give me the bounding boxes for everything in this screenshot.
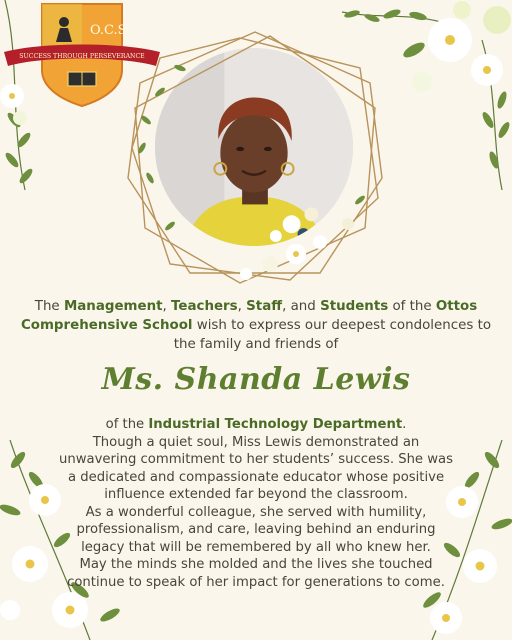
intro-text: The — [34, 299, 64, 314]
intro-school-name: Ottos Comprehensive School — [20, 299, 478, 333]
tribute-line: legacy that will be remembered by all who knew her. — [81, 539, 431, 555]
deceased-name: Ms. Shanda Lewis — [101, 362, 411, 397]
logo-initials: O.C.S. — [90, 23, 131, 38]
tribute-line: unwavering commitment to her students’ success. She was — [59, 452, 453, 467]
intro-text: , — [162, 299, 172, 314]
logo-motto: SUCCESS THROUGH PERSEVERANCE — [19, 53, 145, 60]
intro-text: , and — [282, 299, 321, 314]
tribute-paragraph — [30, 416, 482, 591]
tribute-line: a dedicated and compassionate educator whose positive — [67, 469, 445, 485]
intro-entity-management: Management — [63, 299, 163, 314]
tribute-line: continue to speak of her impact for generations to come. — [67, 574, 445, 590]
department-name: Industrial Technology Department — [148, 417, 403, 432]
body-text: . — [402, 417, 407, 432]
intro-entity-students: Students — [320, 299, 389, 314]
tribute-line: professionalism, and care, leaving behind an enduring — [76, 522, 436, 537]
intro-text: of the — [388, 299, 436, 314]
tribute-line: Though a quiet soul, Miss Lewis demonstrated an — [92, 434, 420, 450]
intro-entity-teachers: Teachers — [171, 299, 238, 314]
book-icon — [68, 72, 96, 86]
tribute-line: As a wonderful colleague, she served with humility, — [85, 504, 427, 520]
tribute-line: influence extended far beyond the classroom. — [104, 487, 408, 502]
intro-paragraph — [20, 297, 492, 354]
body-text: of the — [105, 417, 149, 432]
photo-frame — [120, 28, 390, 288]
tribute-line: May the minds she molded and the lives she touched — [79, 557, 433, 572]
intro-text: , — [237, 299, 247, 314]
intro-text: wish to express our deepest condolences to the family and friends of — [173, 318, 492, 352]
intro-entity-staff: Staff — [246, 299, 283, 314]
department-line — [30, 416, 482, 434]
